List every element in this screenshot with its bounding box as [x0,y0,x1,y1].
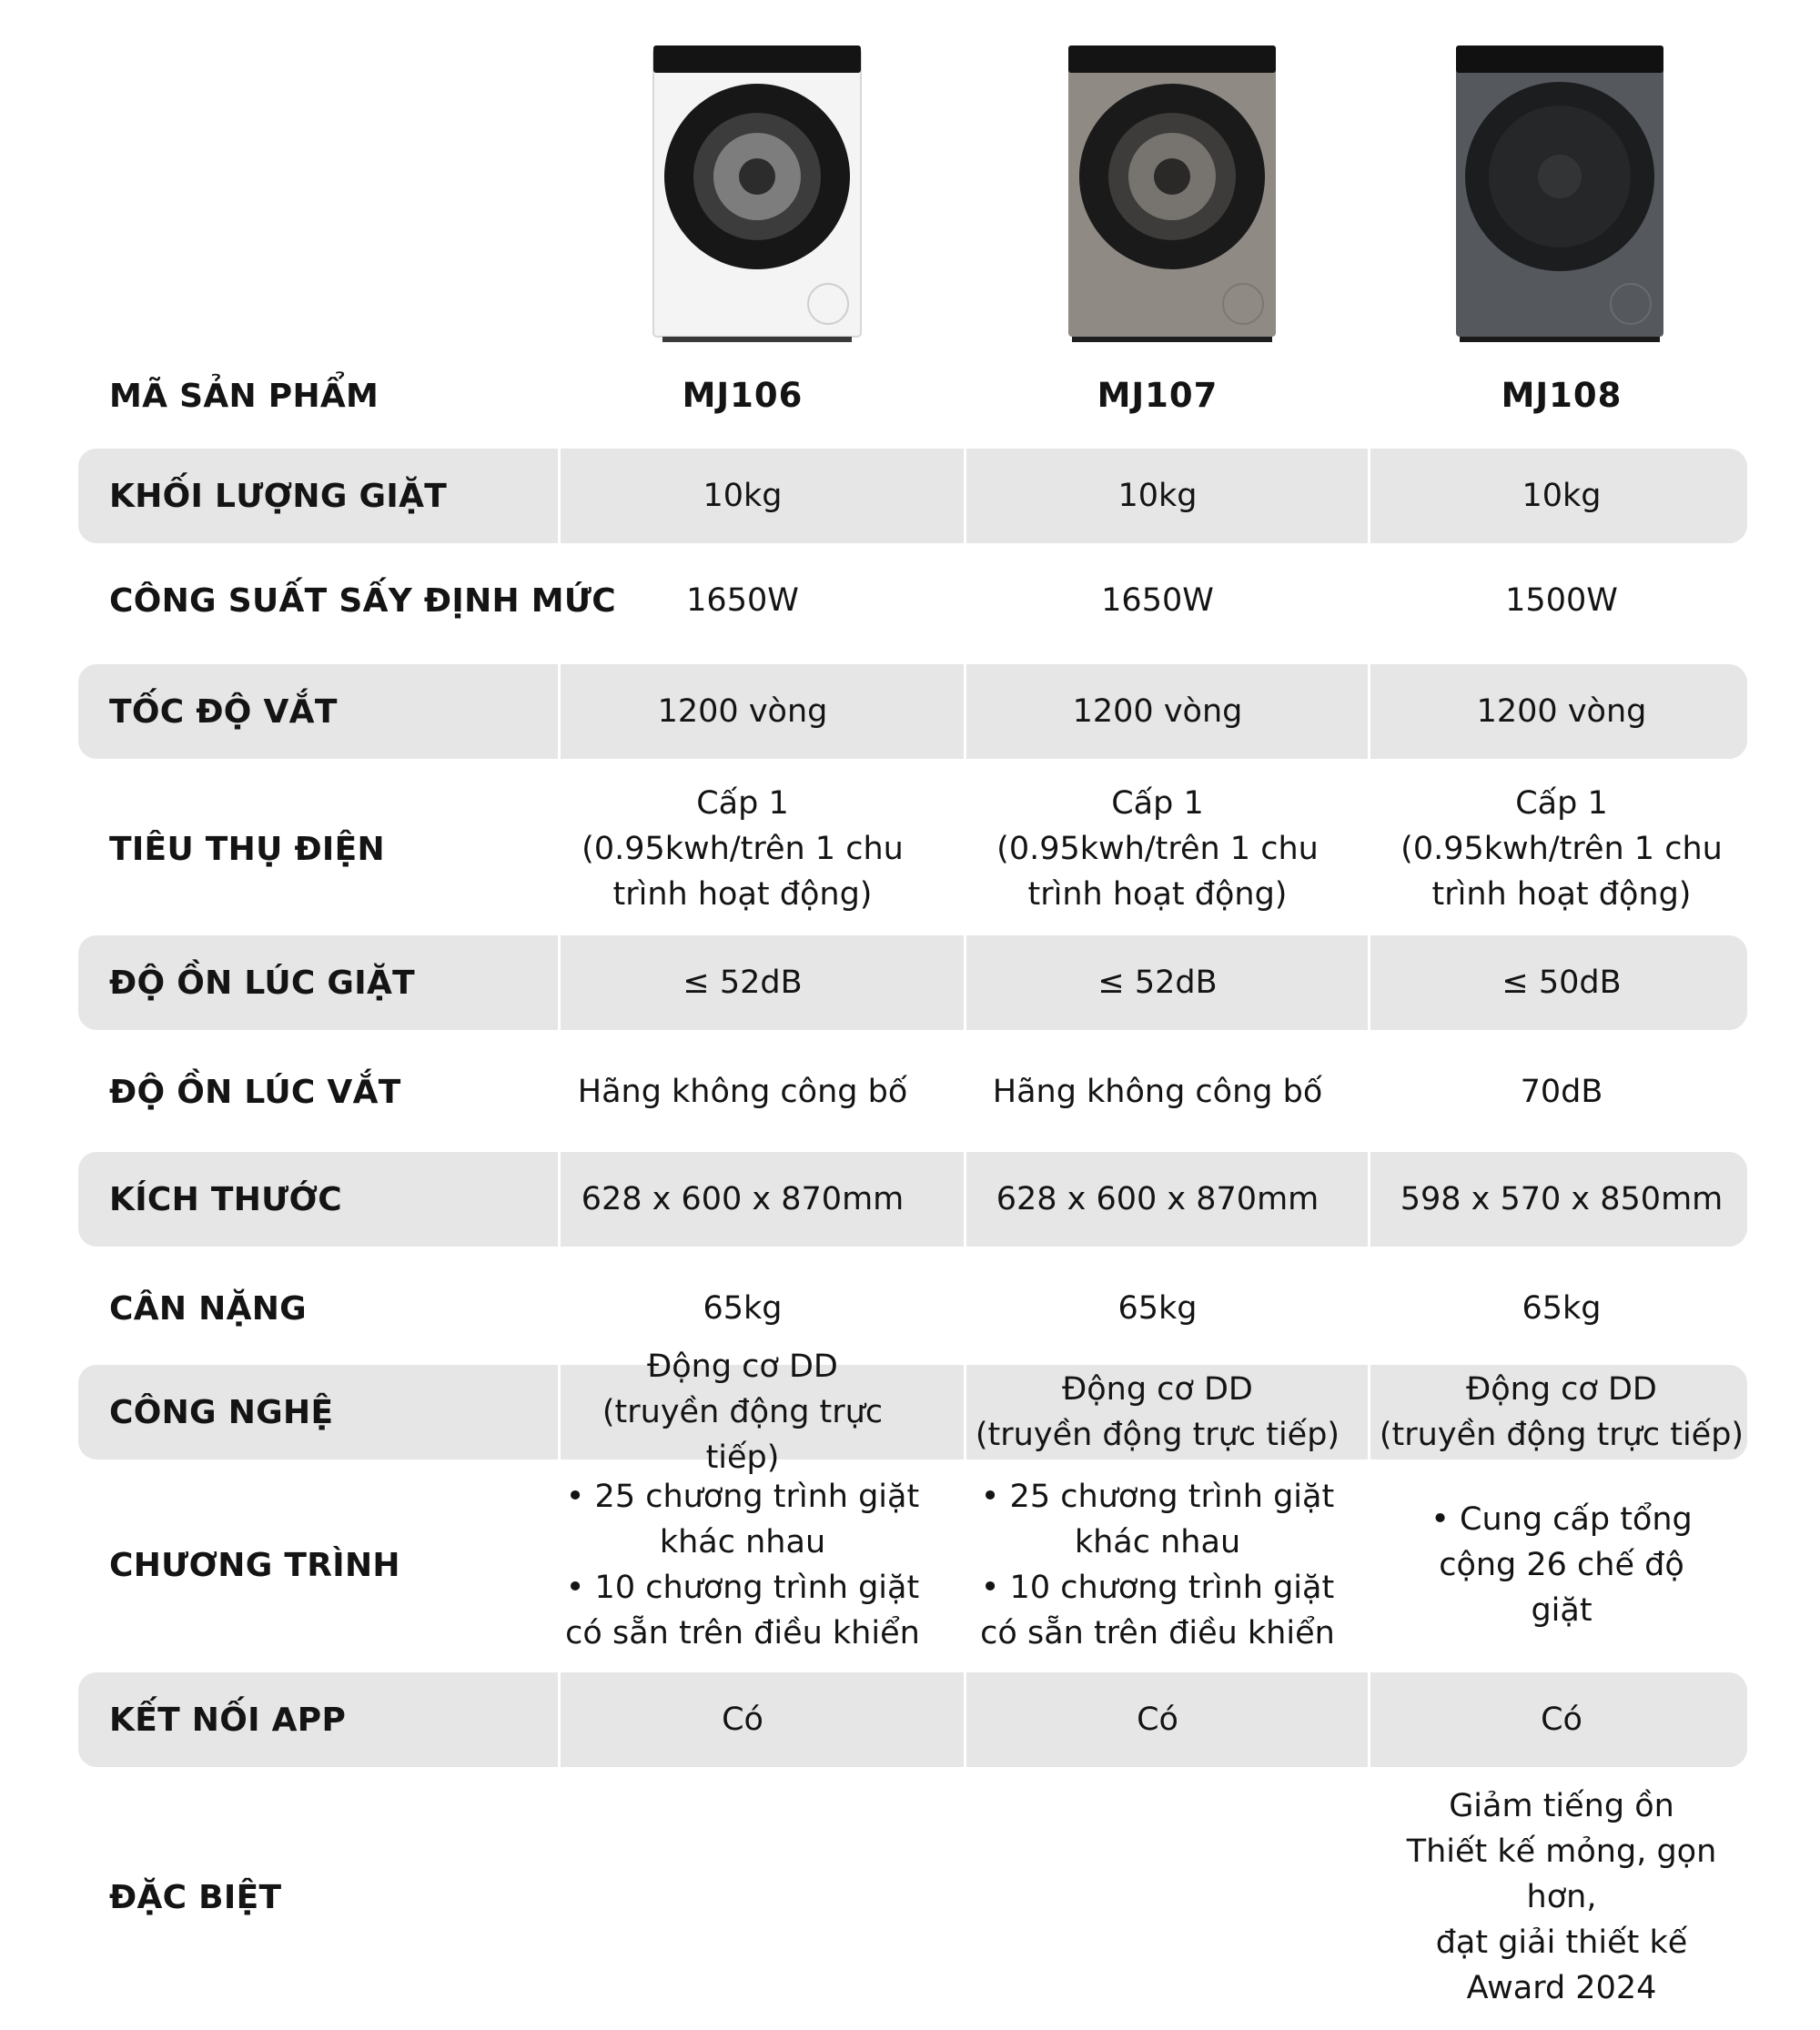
cell-mj108: 598 x 570 x 850mm [1400,1181,1724,1217]
cell-mj107: • 25 chương trình giặt khác nhau • 10 chương trình giặt có sẵn trên điều khiển [980,1479,1335,1651]
cell-mj107 [966,1797,1349,1997]
row-label: CÂN NẶNG [109,1289,308,1328]
cell-mj108: Giảm tiếng ồn Thiết kế mỏng, gọn hơn, đạt giải thiết kế Award 2024 [1406,1788,1717,2006]
cell-mj106: 1650W [686,582,799,619]
row-label: KÍCH THƯỚC [109,1180,343,1218]
row-label: ĐẶC BIỆT [109,1878,282,1916]
cell-mj108: Có [1541,1702,1582,1738]
row-label: ĐỘ ỒN LÚC VẮT [109,1073,401,1111]
cell-mj106: 10kg [703,478,783,514]
row-label: TỐC ĐỘ VẮT [109,692,338,731]
cell-mj107: Động cơ DD (truyền động trực tiếp) [975,1371,1340,1453]
cell-mj107: ≤ 52dB [1097,965,1218,1001]
cell-mj106: Cấp 1 (0.95kwh/trên 1 chu trình hoạt động) [581,785,904,913]
cell-mj107: 10kg [1117,478,1198,514]
cell-mj107: Cấp 1 (0.95kwh/trên 1 chu trình hoạt động) [996,785,1319,913]
cell-mj106: 1200 vòng [657,693,828,730]
cell-mj106: MJ106 [682,376,804,415]
cell-mj107: Hãng không công bố [992,1074,1323,1110]
cell-mj107: 1650W [1101,582,1214,619]
cell-mj106 [561,1797,925,1997]
cell-mj108: 10kg [1522,478,1602,514]
cell-mj108: Động cơ DD (truyền động trực tiếp) [1379,1371,1744,1453]
row-label: ĐỘ ỒN LÚC GIẶT [109,964,415,1002]
row-label: TIÊU THỤ ĐIỆN [109,830,385,868]
row-wash-capacity [78,449,1747,543]
row-label: MÃ SẢN PHẨM [109,377,379,415]
row-label: KẾT NỐI APP [109,1701,347,1739]
cell-mj106: Động cơ DD (truyền động trực tiếp) [602,1348,884,1476]
cell-mj106: 628 x 600 x 870mm [581,1181,905,1217]
row-label: CHƯƠNG TRÌNH [109,1546,400,1584]
row-app-connection [78,1672,1747,1767]
row-technology [78,1348,1747,1476]
row-spin-noise [78,1046,1747,1137]
row-special [78,1788,1747,2006]
cell-mj106: • 25 chương trình giặt khác nhau • 10 chương trình giặt có sẵn trên điều khiển [565,1479,920,1651]
row-dimensions [78,1152,1747,1247]
row-label: CÔNG NGHỆ [109,1393,334,1431]
row-energy-consumption [78,781,1747,917]
cell-mj108: 65kg [1522,1290,1602,1327]
cell-mj108: Cấp 1 (0.95kwh/trên 1 chu trình hoạt động) [1400,785,1723,913]
cell-mj107: 628 x 600 x 870mm [996,1181,1320,1217]
cell-mj108: 1500W [1505,582,1618,619]
cell-mj108: 1200 vòng [1476,693,1647,730]
cell-mj108: MJ108 [1501,376,1623,415]
cell-mj106: ≤ 52dB [682,965,803,1001]
cell-mj107: MJ107 [1097,376,1218,415]
row-wash-noise [78,935,1747,1030]
cell-mj107: 65kg [1117,1290,1198,1327]
row-dryer-power [78,555,1747,646]
row-spin-speed [78,664,1747,759]
cell-mj107: Có [1137,1702,1178,1738]
row-label: CÔNG SUẤT SẤY ĐỊNH MỨC [109,581,617,620]
row-label: KHỐI LƯỢNG GIẶT [109,477,448,515]
cell-mj107: 1200 vòng [1072,693,1243,730]
row-model [78,359,1747,432]
row-programs [78,1469,1747,1661]
cell-mj106: 65kg [703,1290,783,1327]
cell-mj108: ≤ 50dB [1502,965,1622,1001]
cell-mj106: Hãng không công bố [577,1074,908,1110]
row-weight [78,1263,1747,1354]
cell-mj108: • Cung cấp tổng cộng 26 chế độ giặt [1431,1501,1693,1629]
cell-mj106: Có [722,1702,763,1738]
cell-mj108: 70dB [1520,1074,1603,1110]
